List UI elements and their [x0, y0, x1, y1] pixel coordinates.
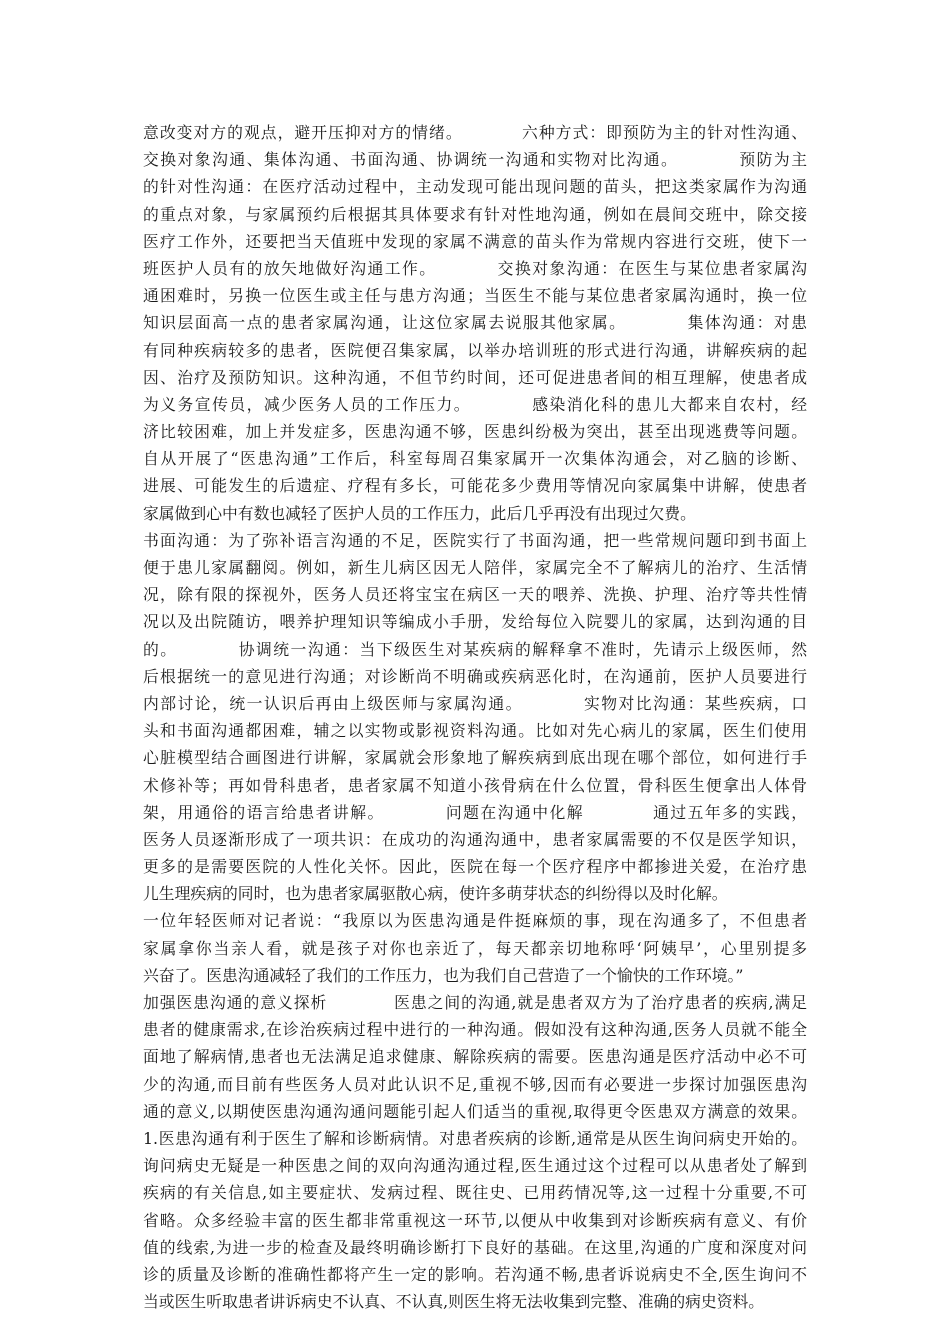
text-line: 交换对象沟通、集体沟通、书面沟通、协调统一沟通和实物对比沟通。 预防为主	[143, 150, 807, 170]
text-line: 心脏模型结合画图进行讲解，家属就会形象地了解疾病到底出现在哪个部位，如何进行手	[143, 748, 807, 768]
text-line: 便于患儿家属翻阅。例如，新生儿病区因无人陪伴，家属完全不了解病儿的治疗、生活情	[143, 558, 807, 578]
text-line: 的针对性沟通：在医疗活动过程中，主动发现可能出现问题的苗头，把这类家属作为沟通	[143, 177, 807, 197]
text-line: 济比较困难，加上并发症多，医患沟通不够，医患纠纷极为突出，甚至出现逃费等问题。	[143, 422, 807, 442]
document-page	[143, 119, 807, 1312]
text-line: 更多的是需要医院的人性化关怀。因此，医院在每一个医疗程序中都掺进关爱，在治疗患	[143, 857, 807, 877]
text-line: 意改变对方的观点，避开压抑对方的情绪。 六种方式：即预防为主的针对性沟通、	[143, 123, 807, 142]
text-line: 儿生理疾病的同时，也为患者家属驱散心病，使许多萌芽状态的纠纷得以及时化解。	[143, 884, 728, 904]
text-line: 况，除有限的探视外，医务人员还将宝宝在病区一天的喂养、洗换、护理、治疗等共性情	[143, 585, 807, 605]
text-line: 省略。众多经验丰富的医生都非常重视这一环节,以便从中收集到对诊断疾病有意义、有价	[143, 1210, 807, 1230]
text-line: 一位年轻医师对记者说：“我原以为医患沟通是件挺麻烦的事，现在沟通多了，不但患者	[143, 911, 807, 931]
text-line: 知识层面高一点的患者家属沟通，让这位家属去说服其他家属。 集体沟通：对患	[143, 313, 807, 333]
text-line: 通的意义,以期使医患沟通沟通问题能引起人们适当的重视,取得更令医患双方满意的效果。	[143, 1101, 807, 1121]
text-line: 书面沟通：为了弥补语言沟通的不足，医院实行了书面沟通，把一些常规问题印到书面上	[143, 530, 807, 550]
text-line: 内部讨论，统一认识后再由上级医师与家属沟通。 实物对比沟通：某些疾病，口	[143, 693, 807, 713]
text-line: 家属拿你当亲人看，就是孩子对你也亲近了，每天都亲切地称呼‘阿姨早’，心里别提多	[143, 938, 807, 958]
text-line: 自从开展了“医患沟通”工作后，科室每周召集家属开一次集体沟通会，对乙脑的诊断、	[143, 449, 807, 469]
body-text	[143, 119, 807, 1315]
text-line: 面地了解病情,患者也无法满足追求健康、解除疾病的需要。医患沟通是医疗活动中必不可	[143, 1047, 807, 1067]
text-line: 架，用通俗的语言给患者讲解。 问题在沟通中化解 通过五年多的实践，	[143, 802, 807, 822]
text-line: 进展、可能发生的后遗症、疗程有多长，可能花多少费用等情况向家属集中讲解，使患者	[143, 476, 807, 496]
text-line: 疾病的有关信息,如主要症状、发病过程、既往史、已用药情况等,这一过程十分重要,不可	[143, 1183, 807, 1203]
text-line: 因、治疗及预防知识。这种沟通，不但节约时间，还可促进患者间的相互理解，使患者成	[143, 367, 807, 387]
text-line: 值的线索,为进一步的检查及最终明确诊断打下良好的基础。在这里,沟通的广度和深度对问	[143, 1237, 807, 1257]
text-line: 患者的健康需求,在诊治疾病过程中进行的一种沟通。假如没有这种沟通,医务人员就不能全	[143, 1020, 807, 1040]
text-line: 有同种疾病较多的患者，医院便召集家属，以举办培训班的形式进行沟通，讲解疾病的起	[143, 340, 807, 360]
text-line: 术修补等；再如骨科患者，患者家属不知道小孩骨病在什么位置，骨科医生便拿出人体骨	[143, 775, 807, 795]
text-line: 头和书面沟通都困难，辅之以实物或影视资料沟通。比如对先心病儿的家属，医生们使用	[143, 721, 807, 741]
text-line: 询问病史无疑是一种医患之间的双向沟通沟通过程,医生通过这个过程可以从患者处了解到	[143, 1156, 807, 1176]
text-line: 诊的质量及诊断的准确性都将产生一定的影响。若沟通不畅,患者诉说病史不全,医生询问不	[143, 1264, 807, 1284]
text-line: 少的沟通,而目前有些医务人员对此认识不足,重视不够,因而有必要进一步探讨加强医患沟	[143, 1074, 807, 1094]
text-line: 为义务宣传员，减少医务人员的工作压力。 感染消化科的患儿大都来自农村，经	[143, 394, 807, 414]
text-line: 况以及出院随访，喂养护理知识等编成小手册，发给每位入院婴儿的家属，达到沟通的目	[143, 612, 807, 632]
text-line: 加强医患沟通的意义探析 医患之间的沟通,就是患者双方为了治疗患者的疾病,满足	[143, 993, 807, 1013]
text-line: 医务人员逐渐形成了一项共识：在成功的沟通沟通中，患者家属需要的不仅是医学知识，	[143, 829, 807, 849]
text-line: 家属做到心中有数也减轻了医护人员的工作压力，此后几乎再没有出现过欠费。	[143, 503, 696, 523]
text-line: 医疗工作外，还要把当天值班中发现的家属不满意的苗头作为常规内容进行交班，使下一	[143, 231, 807, 251]
text-line: 班医护人员有的放矢地做好沟通工作。 交换对象沟通：在医生与某位患者家属沟	[143, 258, 807, 278]
text-line: 兴奋了。医患沟通减轻了我们的工作压力，也为我们自己营造了一个愉快的工作环境。”	[143, 965, 744, 985]
text-line: 通困难时，另换一位医生或主任与患方沟通；当医生不能与某位患者家属沟通时，换一位	[143, 286, 807, 306]
text-line: 的。 协调统一沟通：当下级医生对某疾病的解释拿不准时，先请示上级医师，然	[143, 639, 807, 659]
text-line: 当或医生听取患者讲诉病史不认真、不认真,则医生将无法收集到完整、准确的病史资料。	[143, 1292, 765, 1312]
text-line: 1.医患沟通有利于医生了解和诊断病情。对患者疾病的诊断,通常是从医生询问病史开始的。	[143, 1128, 807, 1148]
text-line: 后根据统一的意见进行沟通；对诊断尚不明确或疾病恶化时，在沟通前，医护人员要进行	[143, 666, 807, 686]
text-line: 的重点对象，与家属预约后根据其具体要求有针对性地沟通，例如在晨间交班中，除交接	[143, 204, 807, 224]
